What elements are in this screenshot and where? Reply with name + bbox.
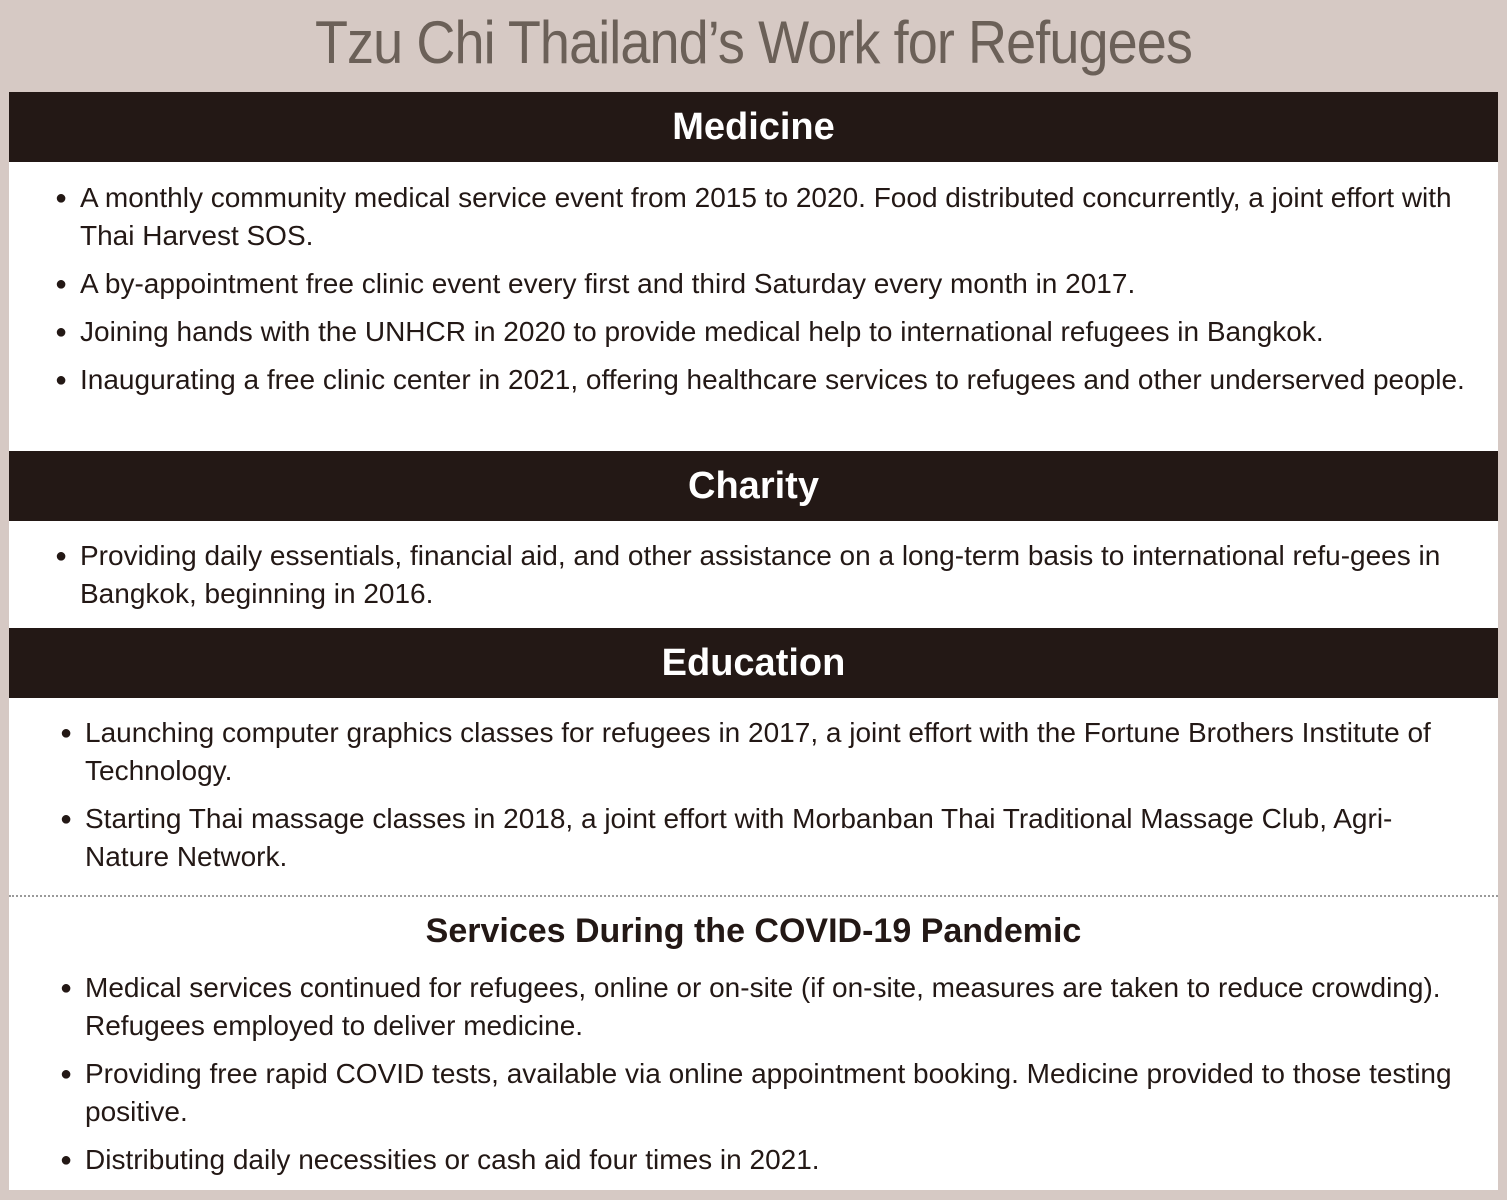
- content-panel: [9, 92, 1498, 1190]
- education-list: [9, 714, 1498, 876]
- list-item: ● Starting Thai massage classes in 2018, a joint effort with Morbanban Thai Traditional Massage Club, Agri-Nature Network.: [9, 800, 1498, 876]
- section-heading-covid: Services During the COVID-19 Pandemic: [425, 912, 1082, 950]
- section-divider: [9, 895, 1498, 897]
- list-item: ● A monthly community medical service event from 2015 to 2020. Food distributed concurrently, a joint effort with Thai Harvest SOS.: [9, 179, 1498, 255]
- list-item: ● Inaugurating a free clinic center in 2021, offering healthcare services to refugees and other underserved people.: [9, 361, 1498, 399]
- list-item: ● A by-appointment free clinic event every first and third Saturday every month in 2017.: [9, 265, 1498, 303]
- page-title: Tzu Chi Thailand’s Work for Refugees: [314, 9, 1193, 76]
- charity-list: [9, 537, 1498, 613]
- list-item: ● Distributing daily necessities or cash aid four times in 2021.: [9, 1141, 1498, 1179]
- covid-list: [9, 969, 1498, 1179]
- medicine-list: [9, 179, 1498, 399]
- list-item: ● Medical services continued for refugees, online or on-site (if on-site, measures are taken to reduce crowding). Refugees employed to deliver medicine.: [9, 969, 1498, 1045]
- list-item: ● Providing free rapid COVID tests, available via online appointment booking. Medicine provided to those testing positive.: [9, 1055, 1498, 1131]
- list-item: ● Providing daily essentials, financial aid, and other assistance on a long-term basis to international refu-gees in Bangkok, beginning in 2016.: [9, 537, 1498, 613]
- section-heading-charity: Charity: [9, 451, 1498, 521]
- list-item: ● Joining hands with the UNHCR in 2020 to provide medical help to international refugees in Bangkok.: [9, 313, 1498, 351]
- list-item: ● Launching computer graphics classes for refugees in 2017, a joint effort with the Fortune Brothers Institute of Technology.: [9, 714, 1498, 790]
- section-heading-education: Education: [9, 628, 1498, 698]
- section-heading-medicine: Medicine: [9, 92, 1498, 162]
